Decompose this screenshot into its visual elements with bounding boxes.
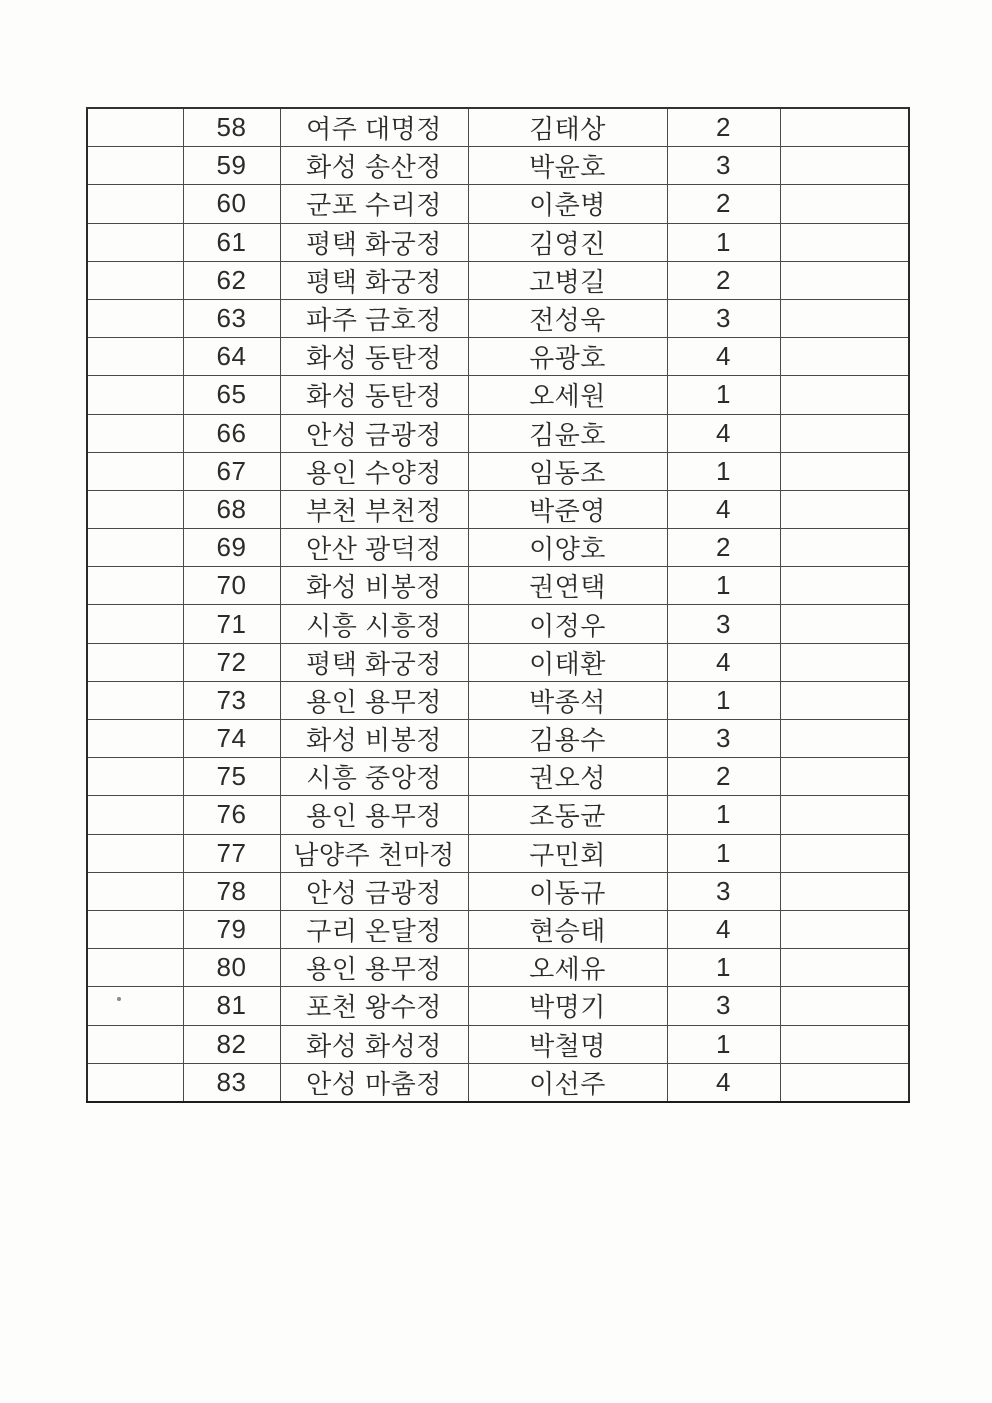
cell-no: 79 <box>183 910 280 948</box>
cell-no: 63 <box>183 299 280 337</box>
cell-blank-right <box>780 414 909 452</box>
cell-club: 용인 용무정 <box>280 796 468 834</box>
cell-blank-right <box>780 720 909 758</box>
cell-blank-left <box>87 949 183 987</box>
cell-count: 1 <box>667 1025 780 1063</box>
cell-club: 남양주 천마정 <box>280 834 468 872</box>
scan-speck <box>117 997 121 1001</box>
cell-name: 박윤호 <box>468 147 667 185</box>
cell-club: 안산 광덕정 <box>280 529 468 567</box>
cell-no: 80 <box>183 949 280 987</box>
cell-no: 59 <box>183 147 280 185</box>
cell-count: 1 <box>667 834 780 872</box>
table-row <box>87 758 909 796</box>
cell-count: 1 <box>667 376 780 414</box>
table-row <box>87 720 909 758</box>
cell-blank-right <box>780 567 909 605</box>
table-row <box>87 796 909 834</box>
cell-blank-left <box>87 223 183 261</box>
cell-club: 파주 금호정 <box>280 299 468 337</box>
cell-name: 김윤호 <box>468 414 667 452</box>
cell-blank-left <box>87 108 183 147</box>
cell-blank-right <box>780 376 909 414</box>
cell-blank-left <box>87 796 183 834</box>
table-row <box>87 643 909 681</box>
cell-name: 조동균 <box>468 796 667 834</box>
cell-blank-left <box>87 720 183 758</box>
cell-club: 화성 동탄정 <box>280 338 468 376</box>
table-row <box>87 376 909 414</box>
cell-no: 75 <box>183 758 280 796</box>
cell-no: 78 <box>183 872 280 910</box>
cell-count: 4 <box>667 490 780 528</box>
cell-blank-right <box>780 529 909 567</box>
cell-blank-left <box>87 338 183 376</box>
cell-count: 2 <box>667 261 780 299</box>
cell-no: 77 <box>183 834 280 872</box>
cell-club: 안성 금광정 <box>280 872 468 910</box>
cell-club: 용인 용무정 <box>280 681 468 719</box>
cell-blank-left <box>87 376 183 414</box>
table-row <box>87 147 909 185</box>
cell-blank-left <box>87 299 183 337</box>
cell-no: 82 <box>183 1025 280 1063</box>
cell-count: 1 <box>667 567 780 605</box>
cell-name: 이태환 <box>468 643 667 681</box>
table-row <box>87 605 909 643</box>
cell-count: 1 <box>667 949 780 987</box>
cell-blank-left <box>87 1025 183 1063</box>
table-row <box>87 185 909 223</box>
cell-blank-right <box>780 681 909 719</box>
table-row <box>87 1025 909 1063</box>
cell-blank-right <box>780 108 909 147</box>
cell-name: 임동조 <box>468 452 667 490</box>
cell-count: 1 <box>667 223 780 261</box>
cell-blank-right <box>780 338 909 376</box>
cell-count: 1 <box>667 796 780 834</box>
cell-no: 74 <box>183 720 280 758</box>
cell-blank-right <box>780 147 909 185</box>
cell-count: 3 <box>667 299 780 337</box>
cell-name: 이선주 <box>468 1063 667 1102</box>
cell-blank-right <box>780 834 909 872</box>
cell-blank-left <box>87 987 183 1025</box>
cell-count: 2 <box>667 758 780 796</box>
cell-blank-left <box>87 681 183 719</box>
cell-blank-right <box>780 643 909 681</box>
cell-name: 전성욱 <box>468 299 667 337</box>
cell-no: 58 <box>183 108 280 147</box>
table-row <box>87 490 909 528</box>
cell-blank-right <box>780 949 909 987</box>
cell-blank-right <box>780 261 909 299</box>
cell-blank-right <box>780 872 909 910</box>
cell-club: 화성 화성정 <box>280 1025 468 1063</box>
cell-blank-left <box>87 452 183 490</box>
cell-blank-right <box>780 185 909 223</box>
cell-no: 60 <box>183 185 280 223</box>
table-row <box>87 299 909 337</box>
cell-count: 3 <box>667 872 780 910</box>
cell-blank-right <box>780 299 909 337</box>
cell-blank-left <box>87 490 183 528</box>
table-row <box>87 681 909 719</box>
cell-name: 구민회 <box>468 834 667 872</box>
cell-blank-right <box>780 987 909 1025</box>
cell-no: 73 <box>183 681 280 719</box>
cell-club: 용인 용무정 <box>280 949 468 987</box>
table-row <box>87 338 909 376</box>
cell-blank-right <box>780 1025 909 1063</box>
cell-no: 65 <box>183 376 280 414</box>
table-row <box>87 452 909 490</box>
cell-no: 72 <box>183 643 280 681</box>
cell-blank-left <box>87 529 183 567</box>
cell-club: 구리 온달정 <box>280 910 468 948</box>
cell-blank-left <box>87 147 183 185</box>
roster-table-body <box>87 108 909 1102</box>
cell-blank-right <box>780 758 909 796</box>
cell-blank-right <box>780 490 909 528</box>
cell-club: 평택 화궁정 <box>280 261 468 299</box>
cell-name: 이양호 <box>468 529 667 567</box>
cell-blank-left <box>87 758 183 796</box>
cell-name: 유광호 <box>468 338 667 376</box>
cell-no: 66 <box>183 414 280 452</box>
cell-blank-left <box>87 872 183 910</box>
cell-name: 고병길 <box>468 261 667 299</box>
cell-blank-right <box>780 452 909 490</box>
cell-blank-left <box>87 1063 183 1102</box>
cell-club: 군포 수리정 <box>280 185 468 223</box>
cell-count: 1 <box>667 681 780 719</box>
cell-blank-right <box>780 605 909 643</box>
cell-club: 화성 동탄정 <box>280 376 468 414</box>
cell-club: 평택 화궁정 <box>280 223 468 261</box>
cell-blank-left <box>87 414 183 452</box>
cell-no: 61 <box>183 223 280 261</box>
cell-count: 4 <box>667 1063 780 1102</box>
table-row <box>87 872 909 910</box>
cell-no: 71 <box>183 605 280 643</box>
cell-club: 용인 수양정 <box>280 452 468 490</box>
cell-name: 이정우 <box>468 605 667 643</box>
cell-count: 3 <box>667 605 780 643</box>
cell-club: 화성 비봉정 <box>280 567 468 605</box>
cell-name: 오세유 <box>468 949 667 987</box>
cell-name: 이춘병 <box>468 185 667 223</box>
table-row <box>87 414 909 452</box>
cell-count: 4 <box>667 338 780 376</box>
table-row <box>87 987 909 1025</box>
cell-no: 70 <box>183 567 280 605</box>
cell-club: 포천 왕수정 <box>280 987 468 1025</box>
cell-count: 3 <box>667 987 780 1025</box>
cell-no: 81 <box>183 987 280 1025</box>
table-row <box>87 108 909 147</box>
cell-club: 화성 송산정 <box>280 147 468 185</box>
table-row <box>87 567 909 605</box>
table-row <box>87 223 909 261</box>
cell-blank-left <box>87 261 183 299</box>
cell-blank-right <box>780 796 909 834</box>
cell-blank-left <box>87 910 183 948</box>
cell-count: 4 <box>667 414 780 452</box>
cell-count: 2 <box>667 529 780 567</box>
cell-name: 권연택 <box>468 567 667 605</box>
cell-name: 이동규 <box>468 872 667 910</box>
cell-name: 박준영 <box>468 490 667 528</box>
cell-count: 1 <box>667 452 780 490</box>
cell-count: 2 <box>667 108 780 147</box>
cell-no: 76 <box>183 796 280 834</box>
cell-no: 68 <box>183 490 280 528</box>
cell-count: 4 <box>667 643 780 681</box>
cell-blank-left <box>87 567 183 605</box>
cell-count: 2 <box>667 185 780 223</box>
table-row <box>87 834 909 872</box>
roster-table <box>86 107 910 1103</box>
cell-club: 시흥 시흥정 <box>280 605 468 643</box>
cell-name: 김용수 <box>468 720 667 758</box>
table-row <box>87 1063 909 1102</box>
cell-count: 3 <box>667 147 780 185</box>
table-row <box>87 529 909 567</box>
cell-name: 현승태 <box>468 910 667 948</box>
cell-no: 64 <box>183 338 280 376</box>
cell-name: 김영진 <box>468 223 667 261</box>
cell-name: 오세원 <box>468 376 667 414</box>
cell-no: 83 <box>183 1063 280 1102</box>
cell-club: 평택 화궁정 <box>280 643 468 681</box>
table-row <box>87 910 909 948</box>
cell-count: 4 <box>667 910 780 948</box>
cell-no: 62 <box>183 261 280 299</box>
cell-club: 부천 부천정 <box>280 490 468 528</box>
cell-blank-left <box>87 185 183 223</box>
table-row <box>87 261 909 299</box>
cell-blank-right <box>780 223 909 261</box>
cell-name: 권오성 <box>468 758 667 796</box>
cell-blank-left <box>87 643 183 681</box>
cell-name: 박명기 <box>468 987 667 1025</box>
cell-name: 박종석 <box>468 681 667 719</box>
cell-club: 여주 대명정 <box>280 108 468 147</box>
cell-blank-left <box>87 834 183 872</box>
cell-club: 안성 마춤정 <box>280 1063 468 1102</box>
cell-name: 박철명 <box>468 1025 667 1063</box>
cell-blank-right <box>780 910 909 948</box>
cell-no: 67 <box>183 452 280 490</box>
cell-blank-right <box>780 1063 909 1102</box>
cell-blank-left <box>87 605 183 643</box>
cell-name: 김태상 <box>468 108 667 147</box>
table-row <box>87 949 909 987</box>
cell-count: 3 <box>667 720 780 758</box>
cell-club: 안성 금광정 <box>280 414 468 452</box>
cell-club: 시흥 중앙정 <box>280 758 468 796</box>
cell-no: 69 <box>183 529 280 567</box>
cell-club: 화성 비봉정 <box>280 720 468 758</box>
